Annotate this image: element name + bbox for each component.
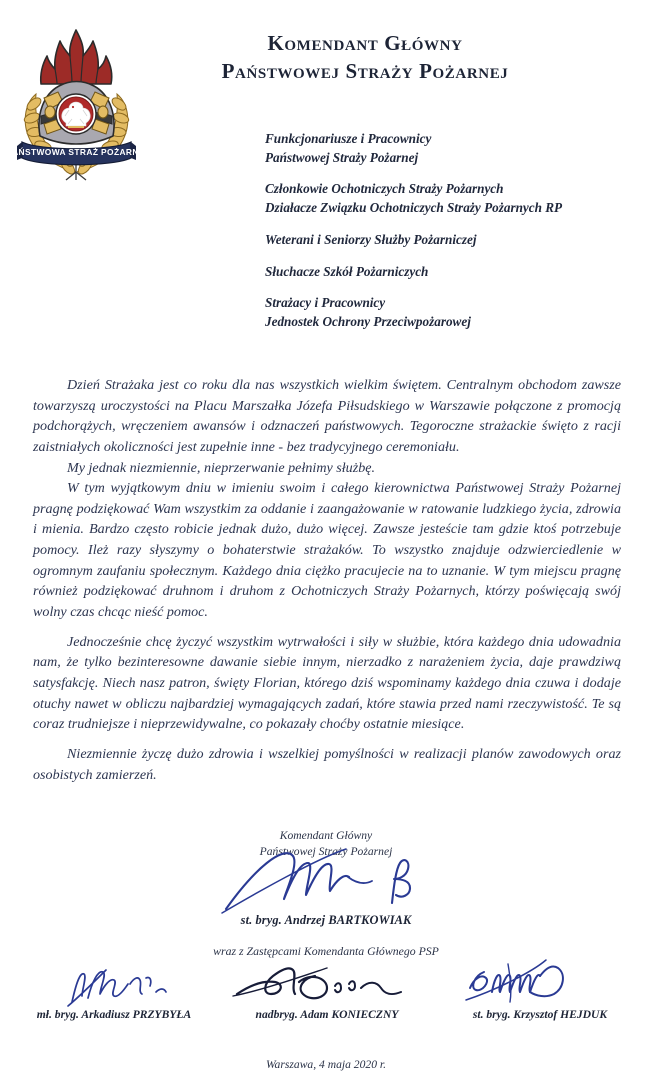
psp-emblem xyxy=(6,24,146,182)
addressee-group xyxy=(265,231,645,250)
addressee-line: Weterani i Seniorzy Służby Pożarniczej xyxy=(265,231,477,247)
handwritten-signature-hejduk xyxy=(436,962,644,1008)
addressee-block xyxy=(265,130,645,332)
emblem-banner xyxy=(7,142,146,165)
deputies-intro: wraz z Zastępcami Komendanta Głównego PSP xyxy=(213,944,439,958)
signature-role-line-1: Komendant Główny xyxy=(279,829,373,842)
body-paragraph: My jednak niezmiennie, nieprzerwanie pełnimy służbę. xyxy=(67,459,376,476)
page-title xyxy=(150,30,580,85)
addressee-line: Działacze Związku Ochotniczych Straży Pożarnych RP xyxy=(265,200,563,216)
title-line-1: Komendant Główny xyxy=(267,31,463,55)
place-and-date: Warszawa, 4 maja 2020 r. xyxy=(265,1058,387,1071)
main-signature-block xyxy=(0,828,652,928)
addressee-group xyxy=(265,263,645,282)
body-paragraph: Jednocześnie chcę życzyć wszystkim wytrwałości i siły w służbie, która każdego dnia udowadnia nam, że tylko bezinteresowne dawanie siebie innym, nierzadko z narażeniem życia, daje prawdziwą satysfakcję. Niech nasz patron, święty Florian, którego dziś wspominamy każdego dnia czuwa i dodaje otuchy nawet w obliczu najbardziej wymagających zadań, które stawia przed nami rzeczywistość. Te są coraz trudniejsze i nieprzewidywalne, co pokazały choćby ostatnie miesiące. xyxy=(33,633,621,733)
deputy-signature-item xyxy=(436,962,644,1021)
addressee-line: Członkowie Ochotniczych Straży Pożarnych xyxy=(265,181,504,197)
addressee-line: Słuchacze Szkół Pożarniczych xyxy=(265,263,429,279)
deputy-name: st. bryg. Krzysztof HEJDUK xyxy=(472,1008,608,1021)
addressee-group xyxy=(265,180,645,217)
signature-role-line-2: Państwowej Straży Pożarnej xyxy=(259,845,393,859)
body-paragraph: Niezmiennie życzę dużo zdrowia i wszelkiej pomyślności w realizacji planów zawodowych oraz osobistych zamierzeń. xyxy=(33,745,621,783)
emblem-banner-text: PAŃSTWOWA STRAŻ POŻARNA xyxy=(6,147,146,157)
letter-body xyxy=(33,375,621,785)
addressee-group xyxy=(265,130,645,167)
deputy-name: mł. bryg. Arkadiusz PRZYBYŁA xyxy=(36,1008,192,1021)
addressee-group xyxy=(265,294,645,331)
body-paragraph: W tym wyjątkowym dniu w imieniu swoim i całego kierownictwa Państwowej Straży Pożarnej pragnę podziękować Wam wszystkim za oddanie i zaangażowanie w ratowanie ludzkiego życia, zdrowia i mienia. Bardzo często robicie jednak dużo, dużo więcej. Zawsze jesteście tam gdzie ktoś potrzebuje pomocy. Ileż razy słyszymy o bohaterstwie strażaków. To wszystko znajduje odzwierciedlenie w ogromnym zaufaniu społecznym. Każdego dnia ciężko pracujecie na to uznanie. W tym miejscu pragnę również podziękować druhnom i druhom z Ochotniczych Straży Pożarnych, którzy poświęcają swój wolny czas chcąc nieść pomoc. xyxy=(33,480,621,621)
addressee-line: Jednostek Ochrony Przeciwpożarowej xyxy=(265,314,471,330)
deputy-name: nadbryg. Adam KONIECZNY xyxy=(255,1008,399,1021)
flame-icon xyxy=(41,30,112,84)
deputy-signature-row xyxy=(10,962,644,1021)
polish-eagle-shield-icon xyxy=(56,94,96,134)
signature-name: st. bryg. Andrzej BARTKOWIAK xyxy=(240,913,412,928)
deputy-signature-item xyxy=(10,962,218,1021)
addressee-line: Państwowej Straży Pożarnej xyxy=(265,149,419,165)
addressee-line: Strażacy i Pracownicy xyxy=(265,295,386,311)
body-paragraph: Dzień Strażaka jest co roku dla nas wszystkich wielkim świętem. Centralnym obchodom zawsze towarzyszą uroczystości na Placu Marszałka Józefa Piłsudskiego w Warszawie połączone z promocją podchorążych, wręczeniem awansów i odznaczeń państwowych. Tegoroczne strażackie święto z racji zaistniałych okoliczności jest zupełnie inne - bez tradycyjnego ceremoniału. xyxy=(33,377,621,455)
handwritten-signature-bartkowiak xyxy=(196,861,456,913)
title-line-2: Państwowej Straży Pożarnej xyxy=(221,58,509,83)
deputy-signature-item xyxy=(223,962,431,1021)
handwritten-signature-konieczny xyxy=(223,962,431,1008)
handwritten-signature-przybyla xyxy=(10,962,218,1008)
addressee-line: Funkcjonariusze i Pracownicy xyxy=(265,131,432,146)
